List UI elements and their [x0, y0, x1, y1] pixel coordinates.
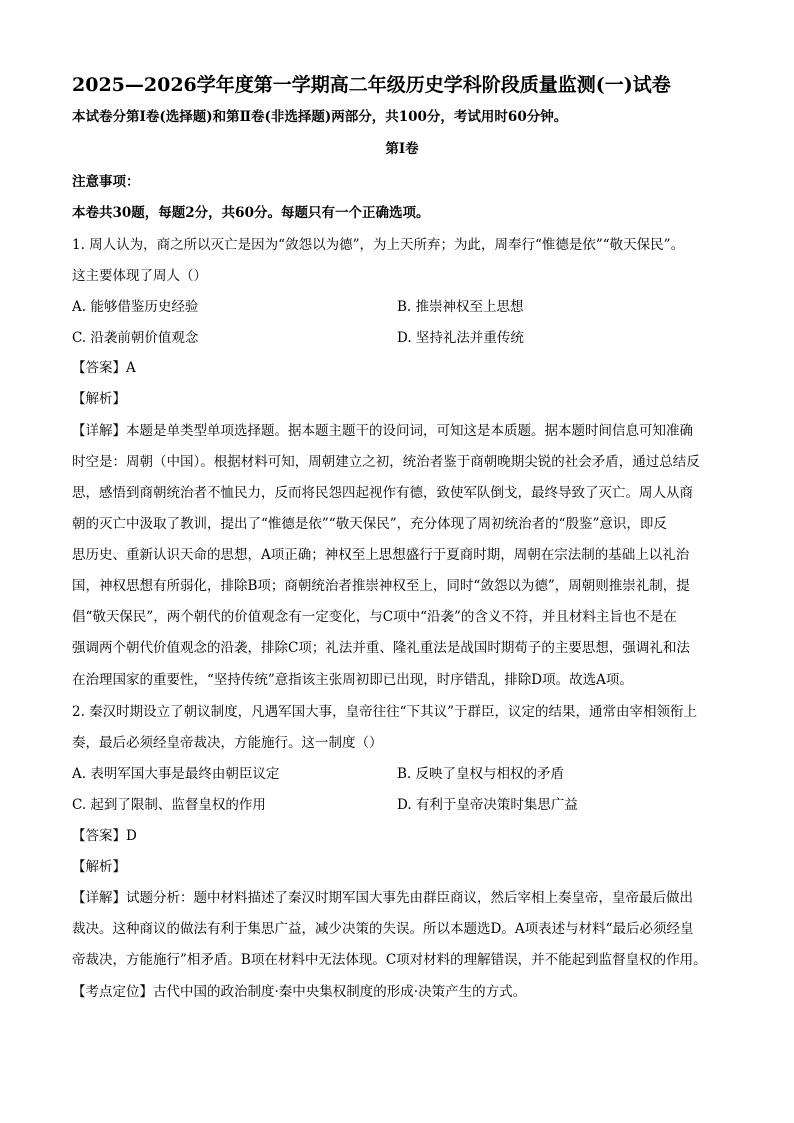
q1-option-a: A. 能够借鉴历史经验 — [72, 299, 199, 315]
q1-stem-line-1: 1. 周人认为，商之所以灭亡是因为“敛怨以为德”，为上天所弃；为此，周奉行“惟德是依”“敬天保民”。 — [72, 237, 685, 253]
q2-option-a: A. 表明军国大事是最终由朝臣议定 — [72, 766, 280, 782]
q2-option-d: D. 有利于皇帝决策时集思广益 — [397, 797, 578, 813]
q1-detail-line-4: 朝的灭亡中汲取了教训，提出了“惟德是依”“敬天保民”，充分体现了周初统治者的“殷鉴”意识，即反 — [72, 516, 667, 532]
q1-analysis-label: 【解析】 — [72, 391, 126, 407]
q2-location: 【考点定位】古代中国的政治制度·秦中央集权制度的形成·决策产生的方式。 — [72, 984, 527, 1000]
q1-detail-line-9: 在治理国家的重要性，“坚持传统”意指该主张周初即已出现，时序错乱，排除D项。故选A项。 — [72, 672, 633, 688]
notice-text: 本卷共30题，每题2分，共60分。每题只有一个正确选项。 — [72, 205, 430, 221]
q2-answer-value: D — [126, 828, 137, 844]
q2-stem-line-1: 2. 秦汉时期设立了朝议制度，凡遇军国大事，皇帝往往“下其议”于群臣，议定的结果，通常由宰相领衔上 — [72, 704, 697, 720]
q1-option-d: D. 坚持礼法并重传统 — [397, 330, 524, 346]
q1-option-c: C. 沿袭前朝价值观念 — [72, 330, 199, 346]
q1-answer — [72, 359, 732, 377]
q2-answer — [72, 827, 732, 845]
q2-option-c: C. 起到了限制、监督皇权的作用 — [72, 797, 266, 813]
q1-detail-line-2: 时空是：周朝（中国）。根据材料可知，周朝建立之初，统治者鉴于商朝晚期尖锐的社会矛盾，通过总结反 — [72, 454, 700, 470]
q2-option-b: B. 反映了皇权与相权的矛盾 — [397, 766, 565, 782]
q1-answer-label: 【答案】 — [72, 360, 126, 376]
q2-analysis-label: 【解析】 — [72, 859, 126, 875]
q2-answer-label: 【答案】 — [72, 828, 126, 844]
q1-answer-value: A — [126, 360, 136, 376]
q1-detail-line-6: 国，神权思想有所弱化，排除B项；商朝统治者推崇神权至上，同时“敛怨以为德”，周朝则推崇礼制，提 — [72, 578, 690, 594]
q1-detail-line-7: 倡“敬天保民”，两个朝代的价值观念有一定变化，与C项中“沿袭”的含义不符，并且材料主旨也不是在 — [72, 609, 677, 625]
exam-title: 2025—2026学年度第一学期高二年级历史学科阶段质量监测(一)试卷 — [72, 74, 671, 96]
q1-detail-line-3: 思，感悟到商朝统治者不恤民力，反而将民怨四起视作有德，致使军队倒戈，最终导致了灭亡。周人从商 — [72, 485, 693, 501]
q2-detail-line-1: 【详解】试题分析：题中材料描述了秦汉时期军国大事先由群臣商议，然后宰相上奏皇帝，皇帝最后做出 — [72, 890, 693, 906]
q2-detail-line-3: 帝裁决，方能施行”相矛盾。B项在材料中无法体现。C项对材料的理解错误，并不能起到监督皇权的作用。 — [72, 952, 707, 968]
q1-detail-line-8: 强调两个朝代价值观念的沿袭，排除C项；礼法并重、隆礼重法是战国时期荀子的主要思想，强调礼和法 — [72, 640, 690, 656]
exam-subtitle: 本试卷分第Ⅰ卷(选择题)和第Ⅱ卷(非选择题)两部分，共100分，考试用时60分钟。 — [72, 109, 568, 125]
q2-stem-line-2: 奏，最后必须经皇帝裁决，方能施行。这一制度（） — [72, 735, 383, 751]
notice-heading: 注意事项： — [72, 174, 140, 190]
q1-detail-line-5: 思历史、重新认识天命的思想，A项正确；神权至上思想盛行于夏商时期，周朝在宗法制的基础上以礼治 — [72, 547, 690, 563]
q1-option-b: B. 推崇神权至上思想 — [397, 299, 524, 315]
section-heading: 第Ⅰ卷 — [385, 141, 419, 157]
q2-detail-line-2: 裁决。这种商议的做法有利于集思广益，减少决策的失误。所以本题选D。A项表述与材料“最后必须经皇 — [72, 921, 694, 937]
q1-stem-line-2: 这主要体现了周人（） — [72, 268, 207, 284]
q1-detail-line-1: 【详解】本题是单类型单项选择题。据本题主题干的设问词，可知这是本质题。据本题时间信息可知准确 — [72, 423, 693, 439]
